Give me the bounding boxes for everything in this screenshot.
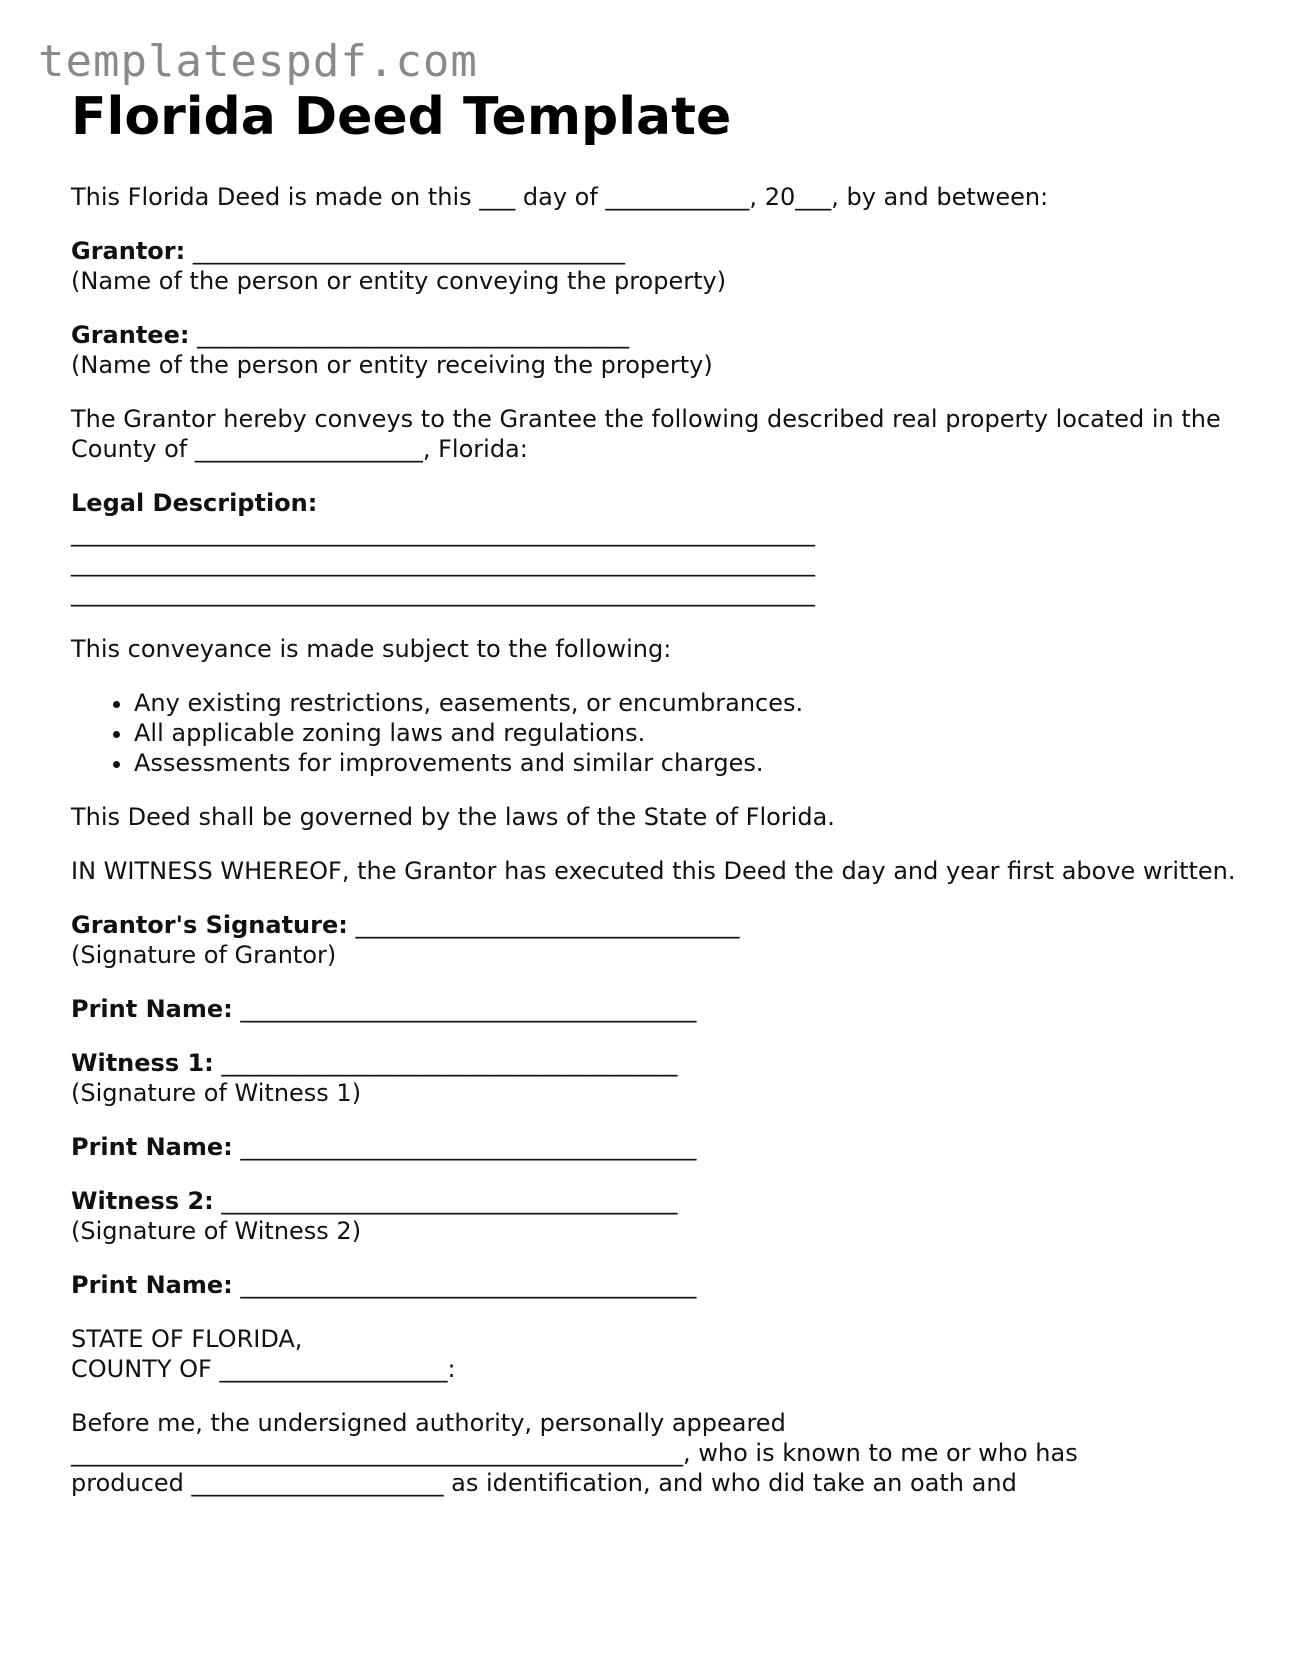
notary-line: ___________________________________________________, who is known to me or who has — [71, 1438, 1078, 1467]
grantor-blank: ____________________________________ — [185, 236, 625, 265]
conveyance-paragraph: The Grantor hereby conveys to the Grantee the following described real property located in the County of ___________________, Florida: — [71, 404, 1229, 463]
grantor-signature-label: Grantor's Signature: — [71, 910, 348, 939]
grantor-label: Grantor: — [71, 236, 186, 265]
grantee-block — [71, 320, 1241, 380]
watermark: templatespdf.com — [38, 36, 478, 87]
grantor-signature-block — [71, 910, 1241, 970]
page-title: Florida Deed Template — [71, 87, 732, 147]
print-name-line — [71, 994, 1241, 1024]
witness-2-note: (Signature of Witness 2) — [71, 1216, 362, 1245]
print-name-blank: ______________________________________ — [232, 1270, 697, 1299]
witness-2-blank: ______________________________________ — [213, 1186, 678, 1215]
witness-2-block — [71, 1186, 1241, 1246]
grantor-note: (Name of the person or entity conveying the property) — [71, 266, 727, 295]
intro-paragraph: This Florida Deed is made on this ___ day of ____________, 20___, by and between: — [71, 182, 1049, 211]
subject-intro: This conveyance is made subject to the following: — [71, 634, 672, 663]
legal-description-line: ______________________________________________________________ — [71, 518, 815, 547]
notary-state: STATE OF FLORIDA, — [71, 1324, 303, 1353]
print-name-blank: ______________________________________ — [232, 1132, 697, 1161]
witness-2-label: Witness 2: — [71, 1186, 214, 1215]
governing-law-paragraph: This Deed shall be governed by the laws of the State of Florida. — [71, 802, 835, 831]
witness-1-label: Witness 1: — [71, 1048, 214, 1077]
notary-line: Before me, the undersigned authority, personally appeared — [71, 1408, 786, 1437]
notary-county: COUNTY OF ___________________: — [71, 1354, 456, 1383]
legal-description-block — [71, 488, 1241, 608]
print-name-label: Print Name: — [71, 1270, 233, 1299]
grantee-blank: ____________________________________ — [189, 320, 630, 349]
print-name-blank: ______________________________________ — [232, 994, 697, 1023]
print-name-label: Print Name: — [71, 1132, 233, 1161]
grantee-note: (Name of the person or entity receiving the property) — [71, 350, 713, 379]
print-name-line — [71, 1270, 1241, 1300]
conditions-list — [71, 688, 1241, 778]
grantor-signature-note: (Signature of Grantor) — [71, 940, 337, 969]
list-item: • All applicable zoning laws and regulations. — [134, 718, 1241, 748]
notary-acknowledgment — [71, 1408, 1241, 1498]
notary-venue — [71, 1324, 1241, 1384]
list-item: • Assessments for improvements and similar charges. — [134, 748, 1241, 778]
legal-description-line: ______________________________________________________________ — [71, 548, 815, 577]
witness-1-note: (Signature of Witness 1) — [71, 1078, 362, 1107]
legal-description-line: ______________________________________________________________ — [71, 578, 815, 607]
print-name-label: Print Name: — [71, 994, 233, 1023]
grantee-label: Grantee: — [71, 320, 190, 349]
witness-1-block — [71, 1048, 1241, 1108]
document-page — [71, 88, 1241, 1498]
list-item: • Any existing restrictions, easements, or encumbrances. — [134, 688, 1241, 718]
print-name-line — [71, 1132, 1241, 1162]
grantor-signature-blank: ________________________________ — [347, 910, 740, 939]
notary-line: produced _____________________ as identification, and who did take an oath and — [71, 1468, 1017, 1497]
witness-1-blank: ______________________________________ — [213, 1048, 678, 1077]
grantor-block — [71, 236, 1241, 296]
witness-clause: IN WITNESS WHEREOF, the Grantor has executed this Deed the day and year first above written. — [71, 856, 1236, 885]
legal-description-label: Legal Description: — [71, 488, 318, 517]
